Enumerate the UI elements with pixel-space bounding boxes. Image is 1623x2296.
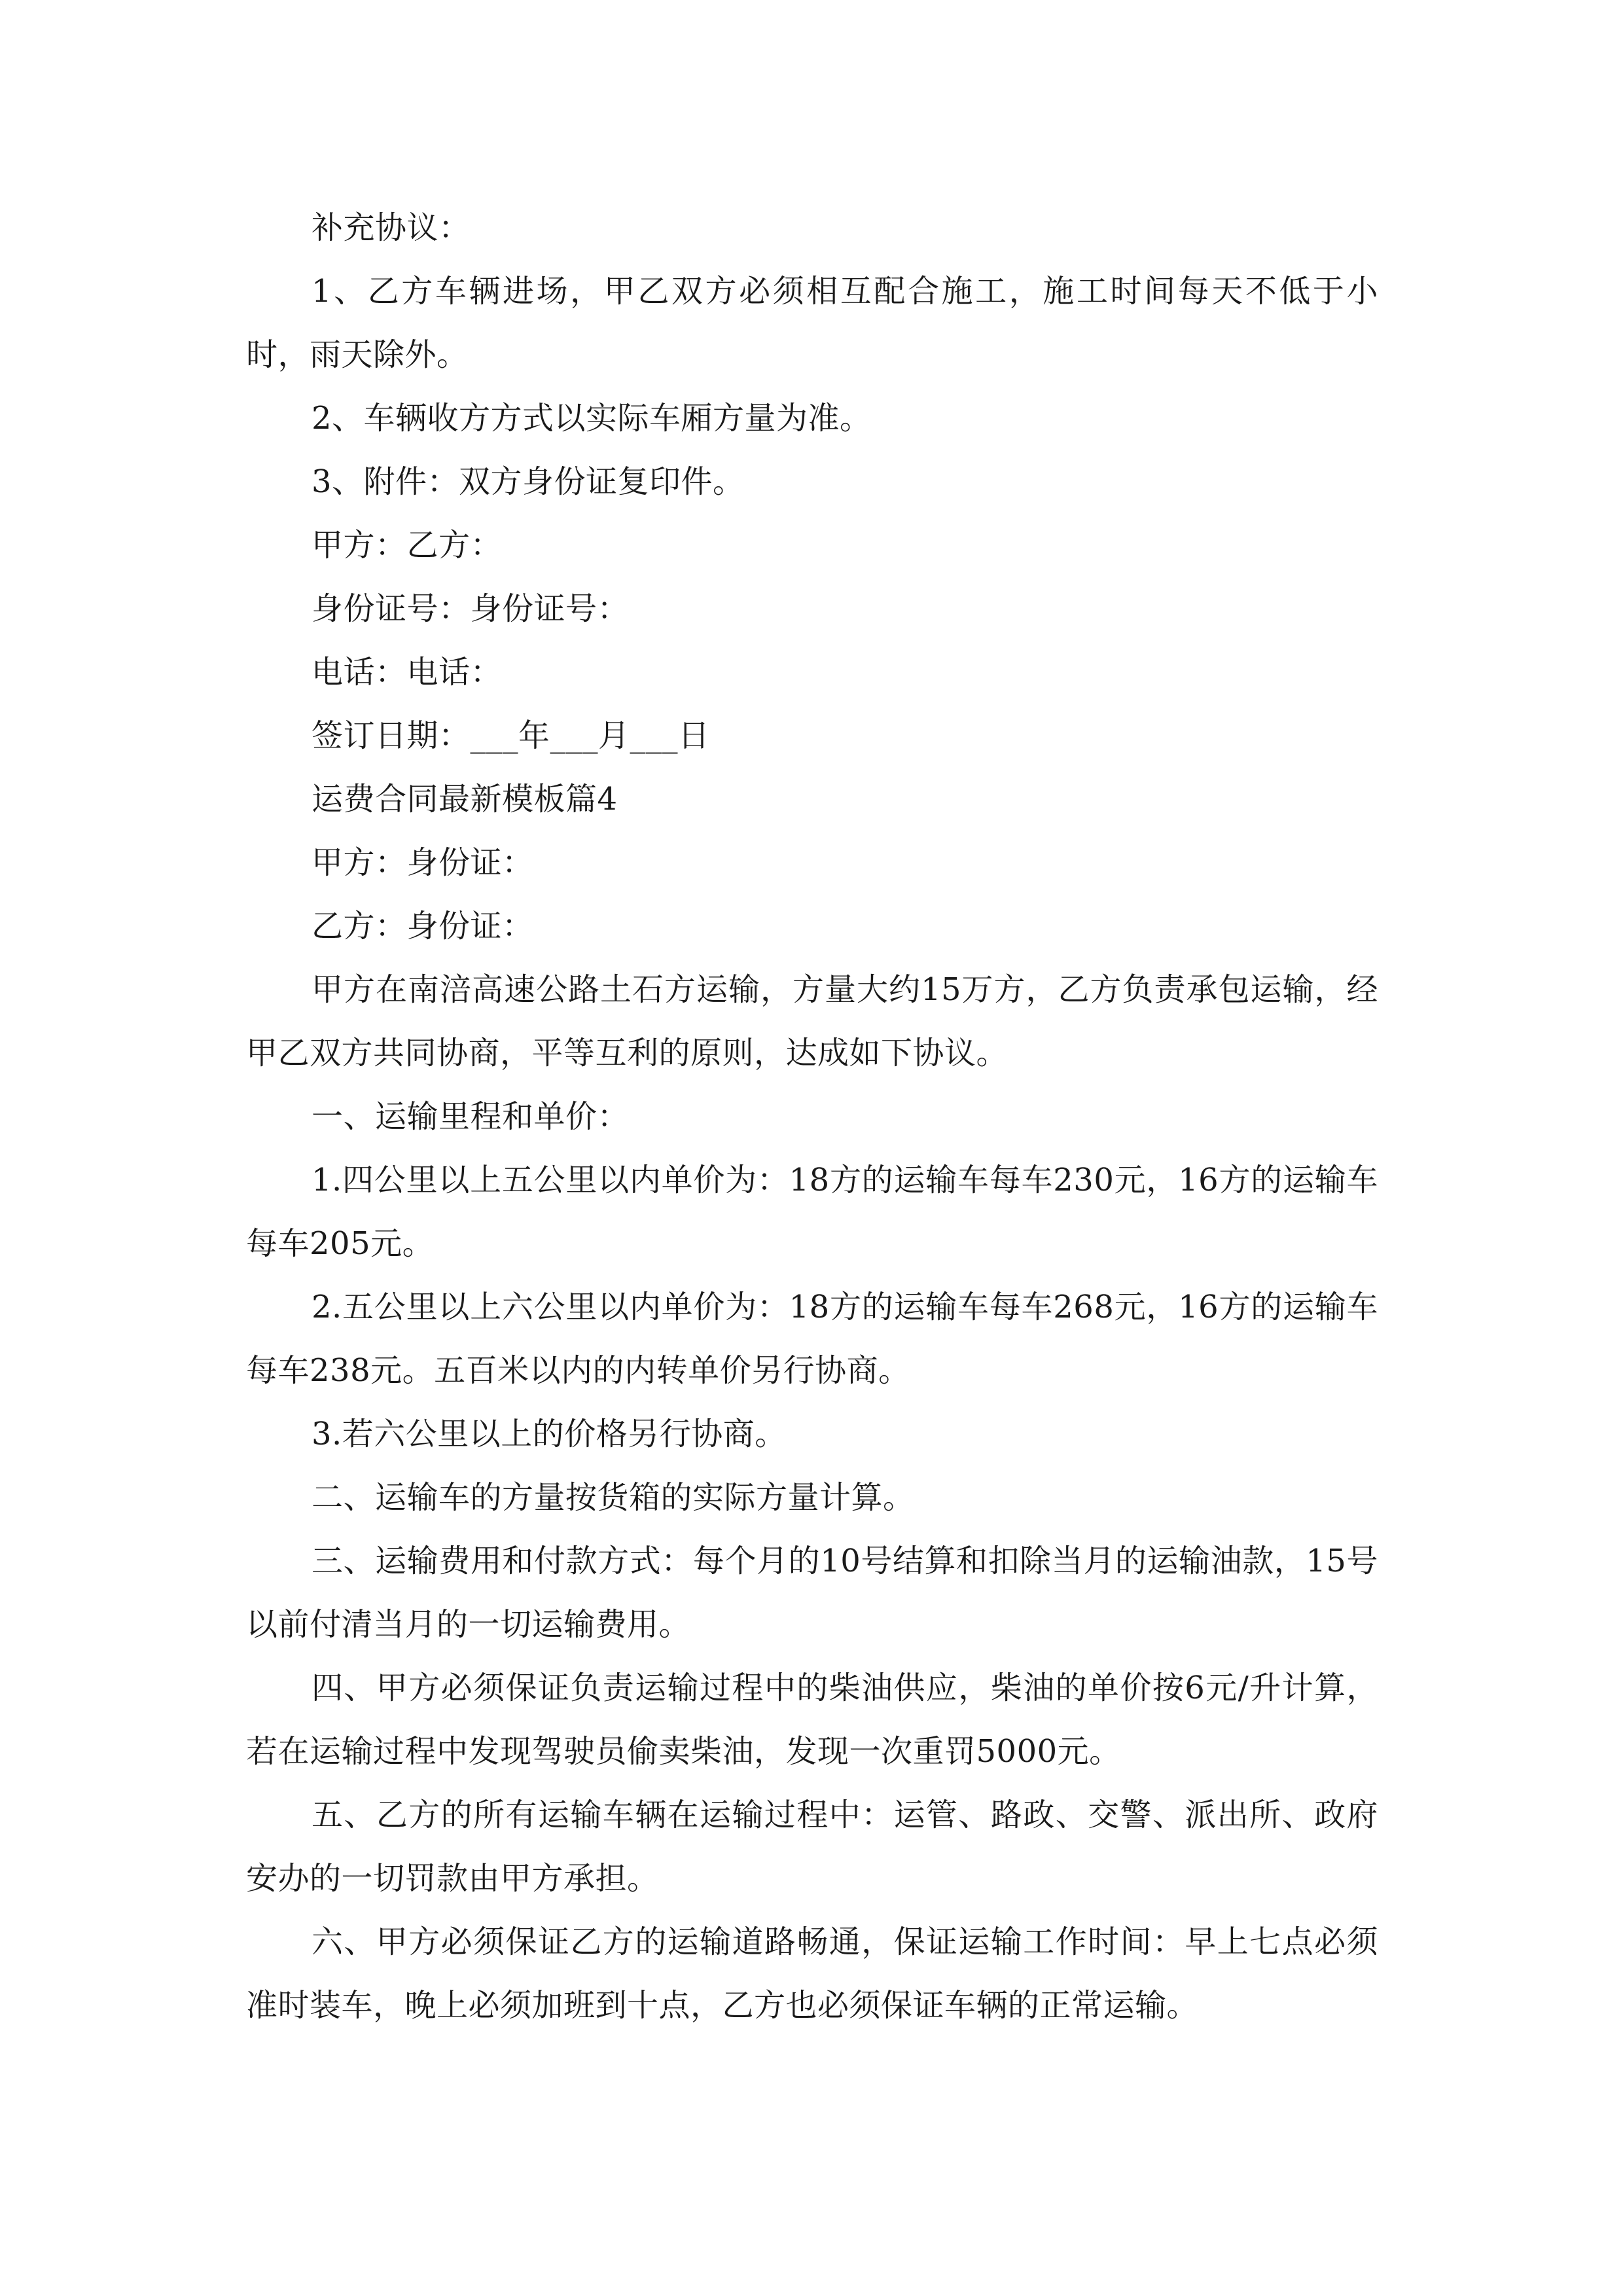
paragraph-article-4: 四、甲方必须保证负责运输过程中的柴油供应，柴油的单价按6元/升计算，若在运输过程中发现驾驶员偷卖柴油，发现一次重罚5000元。: [246, 1670, 1378, 1770]
paragraph-article-1-item-1: 1.四公里以上五公里以内单价为：18方的运输车每车230元，16方的运输车每车205元。: [246, 1162, 1378, 1262]
paragraph-section-title: 运费合同最新模板篇4: [312, 781, 618, 817]
paragraph-id-numbers: 身份证号：身份证号：: [312, 590, 630, 627]
paragraph-clause-3: 3、附件：双方身份证复印件。: [312, 463, 745, 500]
paragraph-article-1: 一、运输里程和单价：: [312, 1098, 630, 1135]
paragraph-article-2: 二、运输车的方量按货箱的实际方量计算。: [312, 1479, 915, 1516]
paragraph-phones: 电话：电话：: [312, 654, 503, 691]
paragraph-party-b: 乙方：身份证：: [312, 908, 534, 944]
paragraph-article-1-item-3: 3.若六公里以上的价格另行协商。: [312, 1416, 787, 1452]
paragraph-party-a: 甲方：身份证：: [312, 844, 534, 881]
paragraph-article-6: 六、甲方必须保证乙方的运输道路畅通，保证运输工作时间：早上七点必须准时装车，晚上必须加班到十点，乙方也必须保证车辆的正常运输。: [246, 1924, 1378, 2024]
paragraph-article-5: 五、乙方的所有运输车辆在运输过程中：运管、路政、交警、派出所、政府安办的一切罚款由甲方承担。: [246, 1797, 1378, 1897]
paragraph-article-1-item-2: 2.五公里以上六公里以内单价为：18方的运输车每车268元，16方的运输车每车238元。五百米以内的内转单价另行协商。: [246, 1289, 1378, 1389]
paragraph-sign-date: 签订日期：___年___月___日: [312, 717, 710, 754]
paragraph-clause-2: 2、车辆收方方式以实际车厢方量为准。: [312, 400, 872, 437]
document-body: [246, 196, 1378, 2037]
paragraph-article-3: 三、运输费用和付款方式：每个月的10号结算和扣除当月的运输油款，15号以前付清当月的一切运输费用。: [246, 1543, 1378, 1643]
paragraph-intro: 甲方在南涪高速公路土石方运输，方量大约15万方，乙方负责承包运输，经甲乙双方共同协商，平等互利的原则，达成如下协议。: [246, 971, 1378, 1071]
paragraph-supplement-heading: 补充协议：: [312, 209, 471, 246]
paragraph-clause-1: 1、乙方车辆进场，甲乙双方必须相互配合施工，施工时间每天不低于小时，雨天除外。: [246, 273, 1378, 373]
paragraph-parties: 甲方：乙方：: [312, 527, 503, 564]
